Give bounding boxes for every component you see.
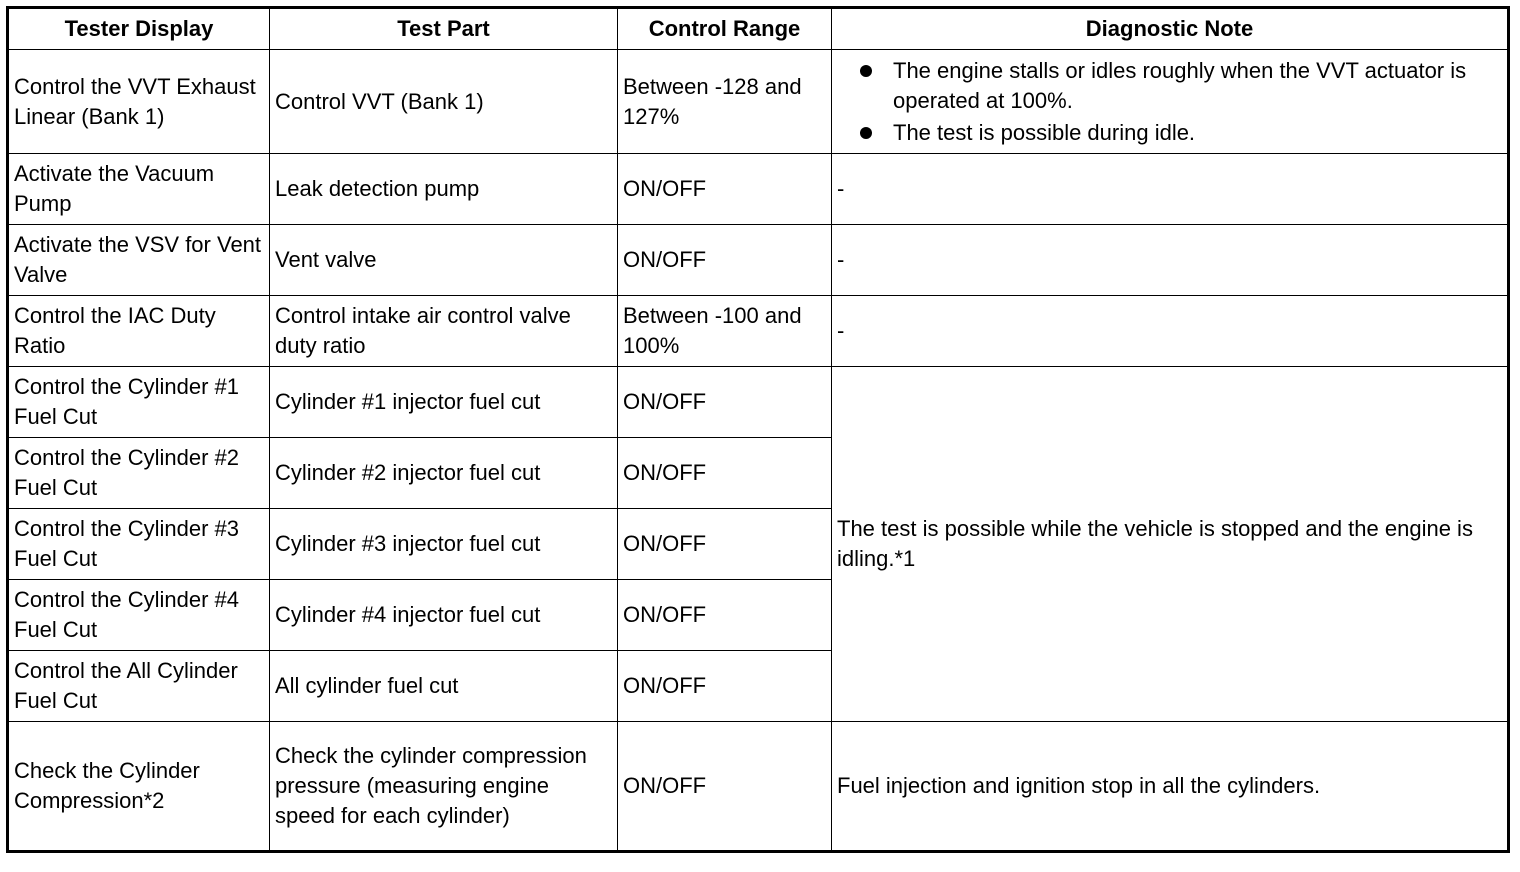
control-range-cell: Between -128 and 127% [618, 50, 832, 154]
bullet-icon [860, 65, 872, 77]
control-range-cell: ON/OFF [618, 580, 832, 651]
bullet-icon [860, 127, 872, 139]
control-range-cell: ON/OFF [618, 225, 832, 296]
tester-display-cell: Control the Cylinder #1 Fuel Cut [8, 367, 270, 438]
test-part-cell: Cylinder #1 injector fuel cut [270, 367, 618, 438]
table-row [8, 367, 1509, 438]
table-row [8, 50, 1509, 154]
tester-display-cell: Control the All Cylinder Fuel Cut [8, 651, 270, 722]
control-range-cell: ON/OFF [618, 367, 832, 438]
control-range-cell: Between -100 and 100% [618, 296, 832, 367]
tester-display-cell: Control the Cylinder #2 Fuel Cut [8, 438, 270, 509]
active-test-table [6, 6, 1510, 853]
tester-display-cell: Activate the Vacuum Pump [8, 154, 270, 225]
tester-display-cell: Control the VVT Exhaust Linear (Bank 1) [8, 50, 270, 154]
tester-display-cell: Control the Cylinder #4 Fuel Cut [8, 580, 270, 651]
test-part-cell: Leak detection pump [270, 154, 618, 225]
test-part-cell: All cylinder fuel cut [270, 651, 618, 722]
table-row [8, 154, 1509, 225]
diagnostic-note-cell: - [832, 154, 1509, 225]
header-test-part: Test Part [270, 8, 618, 50]
note-list [837, 56, 1502, 148]
header-tester-display: Tester Display [8, 8, 270, 50]
table-row [8, 296, 1509, 367]
test-part-cell: Vent valve [270, 225, 618, 296]
test-part-cell: Check the cylinder compression pressure (measuring engine speed for each cylinder) [270, 722, 618, 852]
header-row [8, 8, 1509, 50]
tester-display-cell: Control the IAC Duty Ratio [8, 296, 270, 367]
control-range-cell: ON/OFF [618, 438, 832, 509]
test-part-cell: Control intake air control valve duty ratio [270, 296, 618, 367]
table-row [8, 225, 1509, 296]
note-text: The test is possible during idle. [893, 119, 1196, 145]
diagnostic-note-cell: - [832, 296, 1509, 367]
header-control-range: Control Range [618, 8, 832, 50]
control-range-cell: ON/OFF [618, 509, 832, 580]
test-part-cell: Cylinder #2 injector fuel cut [270, 438, 618, 509]
note-item [860, 118, 1502, 148]
tester-display-cell: Activate the VSV for Vent Valve [8, 225, 270, 296]
tester-display-cell: Check the Cylinder Compression*2 [8, 722, 270, 852]
table-header [8, 8, 1509, 50]
diagnostic-note-cell [832, 50, 1509, 154]
table-body [8, 50, 1509, 852]
tester-display-cell: Control the Cylinder #3 Fuel Cut [8, 509, 270, 580]
test-part-cell: Cylinder #3 injector fuel cut [270, 509, 618, 580]
table-row [8, 722, 1509, 852]
diagnostic-note-cell: Fuel injection and ignition stop in all the cylinders. [832, 722, 1509, 852]
diagnostic-note-cell: The test is possible while the vehicle is stopped and the engine is idling.*1 [832, 367, 1509, 722]
note-item [860, 56, 1502, 116]
control-range-cell: ON/OFF [618, 722, 832, 852]
control-range-cell: ON/OFF [618, 154, 832, 225]
diagnostic-note-cell: - [832, 225, 1509, 296]
test-part-cell: Control VVT (Bank 1) [270, 50, 618, 154]
note-text: The engine stalls or idles roughly when the VVT actuator is operated at 100%. [893, 57, 1467, 113]
test-part-cell: Cylinder #4 injector fuel cut [270, 580, 618, 651]
header-diagnostic-note: Diagnostic Note [832, 8, 1509, 50]
control-range-cell: ON/OFF [618, 651, 832, 722]
